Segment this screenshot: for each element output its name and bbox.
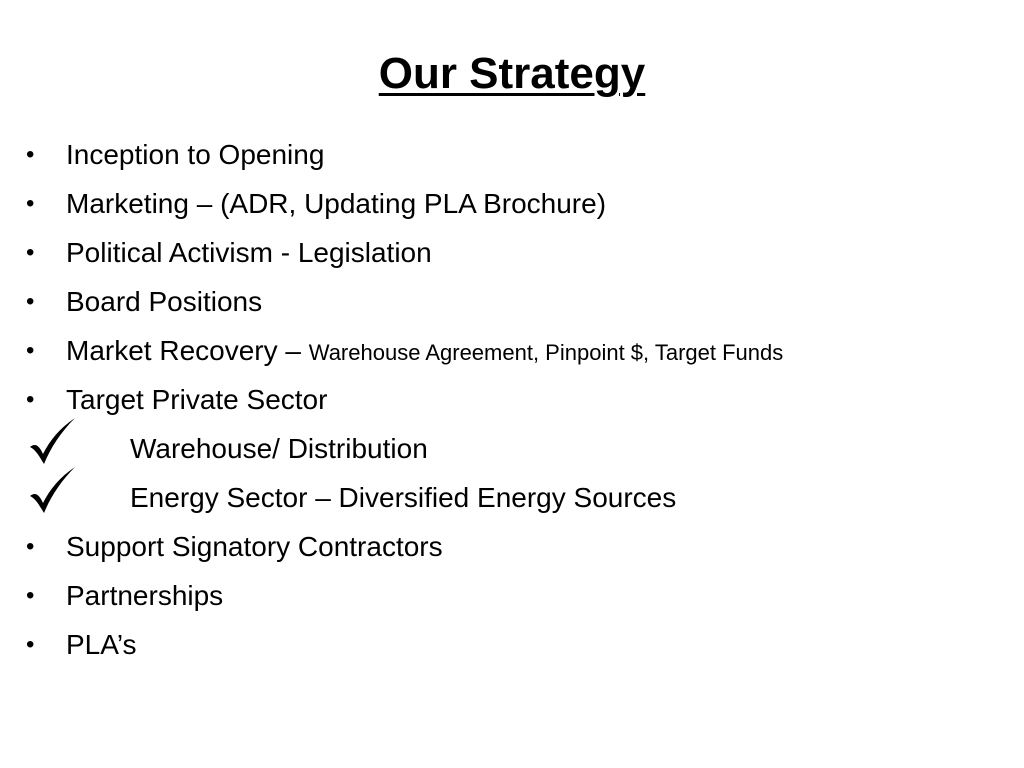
bullet-icon: • [26, 582, 35, 609]
list-item-text: Political Activism - Legislation [66, 237, 432, 268]
bullet-icon: • [26, 631, 35, 658]
bullet-icon: • [26, 386, 35, 413]
list-item-detail-text: Warehouse Agreement, Pinpoint $, Target Funds [308, 340, 784, 365]
list-item [0, 375, 1000, 424]
list-item-text: Energy Sector – Diversified Energy Sources [130, 482, 677, 513]
check-list-item [0, 424, 1000, 473]
list-item-text: Support Signatory Contractors [66, 531, 443, 562]
slide-title-text: Our Strategy [378, 49, 646, 98]
bullet-icon: • [26, 337, 35, 364]
bullet-icon: • [26, 288, 35, 315]
list-item-text: PLA’s [66, 629, 137, 660]
list-item [0, 326, 1000, 375]
list-item-main-text: Market Recovery – [66, 335, 309, 366]
list-item [0, 277, 1000, 326]
slide-title [0, 44, 1024, 104]
list-item [0, 228, 1000, 277]
list-item-text [66, 326, 783, 377]
checkmark-icon [26, 416, 78, 468]
list-item-text: Marketing – (ADR, Updating PLA Brochure) [66, 188, 607, 219]
list-item-text: Partnerships [66, 580, 224, 611]
bullet-icon: • [26, 190, 35, 217]
strategy-list [0, 130, 1000, 669]
checkmark-icon [26, 465, 78, 517]
check-list-item [0, 473, 1000, 522]
list-item-text: Inception to Opening [66, 139, 325, 170]
list-item [0, 130, 1000, 179]
bullet-icon: • [26, 141, 35, 168]
bullet-icon: • [26, 239, 35, 266]
list-item-text: Target Private Sector [66, 384, 328, 415]
list-item-text: Board Positions [66, 286, 263, 317]
list-item [0, 620, 1000, 669]
list-item-text: Warehouse/ Distribution [130, 433, 428, 464]
bullet-icon: • [26, 533, 35, 560]
list-item [0, 522, 1000, 571]
list-item [0, 571, 1000, 620]
list-item [0, 179, 1000, 228]
